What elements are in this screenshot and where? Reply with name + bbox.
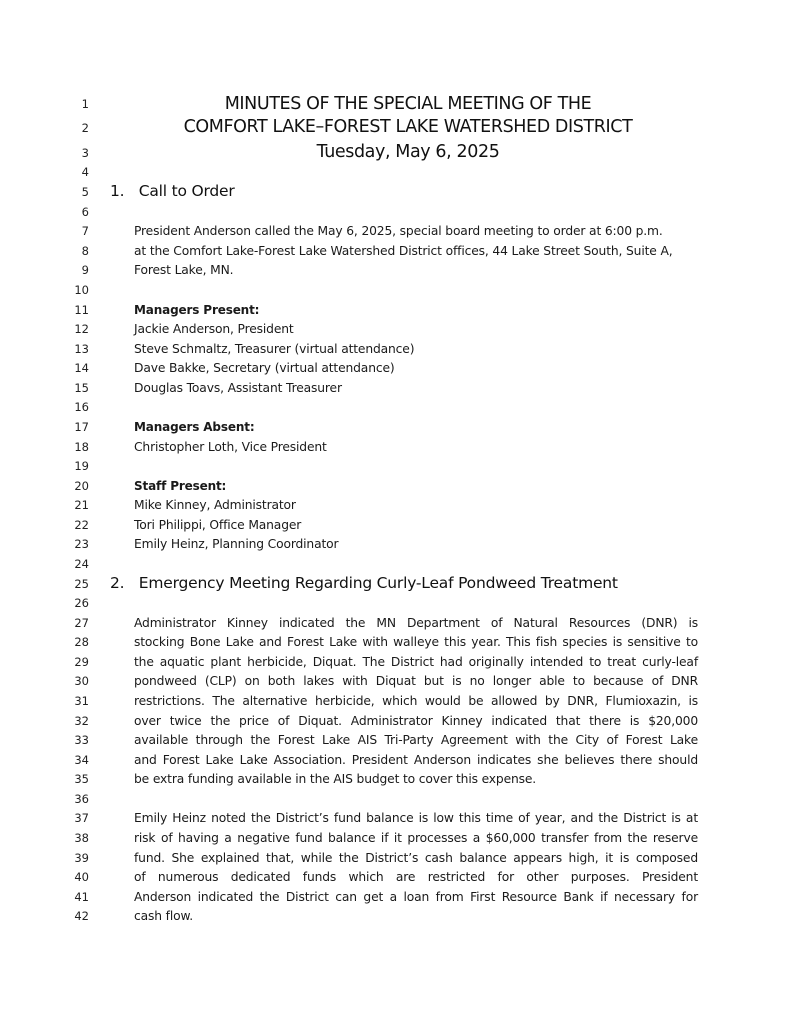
title-line-2: COMFORT LAKE–FOREST LAKE WATERSHED DISTRICT	[183, 117, 633, 137]
line-number: 24	[74, 557, 89, 571]
paragraph-line: and Forest Lake Lake Association. President Anderson indicates she believes there should	[134, 753, 698, 767]
paragraph-line: fund. She explained that, while the District’s cash balance appears high, it is composed	[134, 851, 698, 865]
line-number: 29	[74, 655, 89, 669]
attendee: Tori Philippi, Office Manager	[134, 518, 302, 532]
line-number: 27	[74, 616, 89, 630]
managers-present-label: Managers Present:	[134, 303, 260, 317]
line-number: 7	[81, 224, 89, 238]
line-number: 40	[74, 870, 89, 884]
line-number: 18	[74, 440, 89, 454]
attendee: Jackie Anderson, President	[134, 322, 294, 336]
line-number: 16	[74, 400, 89, 414]
line-number: 5	[81, 185, 89, 199]
paragraph-line: cash flow.	[134, 909, 194, 923]
staff-present-label: Staff Present:	[134, 479, 227, 493]
paragraph-line: restrictions. The alternative herbicide, which would be allowed by DNR, Flumioxazin, is	[134, 694, 698, 708]
line-number: 4	[81, 165, 89, 179]
line-number: 23	[74, 537, 89, 551]
line-number: 42	[74, 909, 89, 923]
section-number: 1.	[110, 182, 125, 200]
paragraph-line: Emily Heinz noted the District’s fund balance is low this time of year, and the District is at	[134, 811, 698, 825]
line-number: 17	[74, 420, 89, 434]
title-line-1: MINUTES OF THE SPECIAL MEETING OF THE	[224, 94, 592, 114]
line-number: 11	[74, 303, 89, 317]
paragraph-line: of numerous dedicated funds which are restricted for other purposes. President	[134, 870, 698, 884]
attendee: Steve Schmaltz, Treasurer (virtual attendance)	[134, 342, 415, 356]
line-number: 28	[74, 635, 89, 649]
attendee: Mike Kinney, Administrator	[134, 498, 296, 512]
section-heading-call-to-order	[110, 182, 235, 200]
section-heading-emergency-meeting	[110, 574, 618, 592]
line-number: 39	[74, 851, 89, 865]
line-number: 6	[81, 205, 89, 219]
paragraph-line: over twice the price of Diquat. Administrator Kinney indicated that there is $20,000	[134, 714, 698, 728]
line-number: 2	[81, 121, 89, 135]
section-title: Emergency Meeting Regarding Curly-Leaf Pondweed Treatment	[138, 574, 618, 592]
paragraph-line: Anderson indicated the District can get a loan from First Resource Bank if necessary for	[134, 890, 698, 904]
line-number: 30	[74, 674, 89, 688]
line-number: 26	[74, 596, 89, 610]
line-number: 12	[74, 322, 89, 336]
attendee: Christopher Loth, Vice President	[134, 440, 327, 454]
meeting-date: Tuesday, May 6, 2025	[316, 142, 500, 162]
paragraph-line: pondweed (CLP) on both lakes with Diquat but is no longer able to because of DNR	[134, 674, 698, 688]
managers-absent-label: Managers Absent:	[134, 420, 255, 434]
paragraph-line: Forest Lake, MN.	[134, 263, 234, 277]
line-number: 38	[74, 831, 89, 845]
section-title: Call to Order	[138, 182, 235, 200]
line-number: 1	[81, 97, 89, 111]
line-number: 33	[74, 733, 89, 747]
paragraph-line: at the Comfort Lake-Forest Lake Watershed District offices, 44 Lake Street South, Suite A,	[134, 244, 673, 258]
paragraph-line: risk of having a negative fund balance if it processes a $60,000 transfer from the reserve	[134, 831, 698, 845]
line-number: 25	[74, 577, 89, 591]
line-number: 31	[74, 694, 89, 708]
line-number: 41	[74, 890, 89, 904]
line-number: 34	[74, 753, 89, 767]
line-number: 36	[74, 792, 89, 806]
line-number: 22	[74, 518, 89, 532]
paragraph-line: available through the Forest Lake AIS Tri-Party Agreement with the City of Forest Lake	[134, 733, 698, 747]
attendee: Dave Bakke, Secretary (virtual attendance)	[134, 361, 395, 375]
line-number: 8	[81, 244, 89, 258]
line-number: 14	[74, 361, 89, 375]
paragraph-line: President Anderson called the May 6, 2025, special board meeting to order at 6:00 p.m.	[134, 224, 663, 238]
attendee: Douglas Toavs, Assistant Treasurer	[134, 381, 342, 395]
line-number: 32	[74, 714, 89, 728]
paragraph-line: Administrator Kinney indicated the MN Department of Natural Resources (DNR) is	[134, 616, 698, 630]
line-number: 35	[74, 772, 89, 786]
line-number: 20	[74, 479, 89, 493]
paragraph-line: the aquatic plant herbicide, Diquat. The District had originally intended to treat curly-leaf	[134, 655, 698, 669]
line-number: 3	[81, 146, 89, 160]
section-number: 2.	[110, 574, 125, 592]
paragraph-line: stocking Bone Lake and Forest Lake with walleye this year. This fish species is sensitive to	[134, 635, 698, 649]
line-number: 19	[74, 459, 89, 473]
paragraph-line: be extra funding available in the AIS budget to cover this expense.	[134, 772, 537, 786]
line-number: 37	[74, 811, 89, 825]
line-number: 21	[74, 498, 89, 512]
line-number: 13	[74, 342, 89, 356]
line-number: 9	[81, 263, 89, 277]
attendee: Emily Heinz, Planning Coordinator	[134, 537, 339, 551]
line-number: 10	[74, 283, 89, 297]
line-number: 15	[74, 381, 89, 395]
